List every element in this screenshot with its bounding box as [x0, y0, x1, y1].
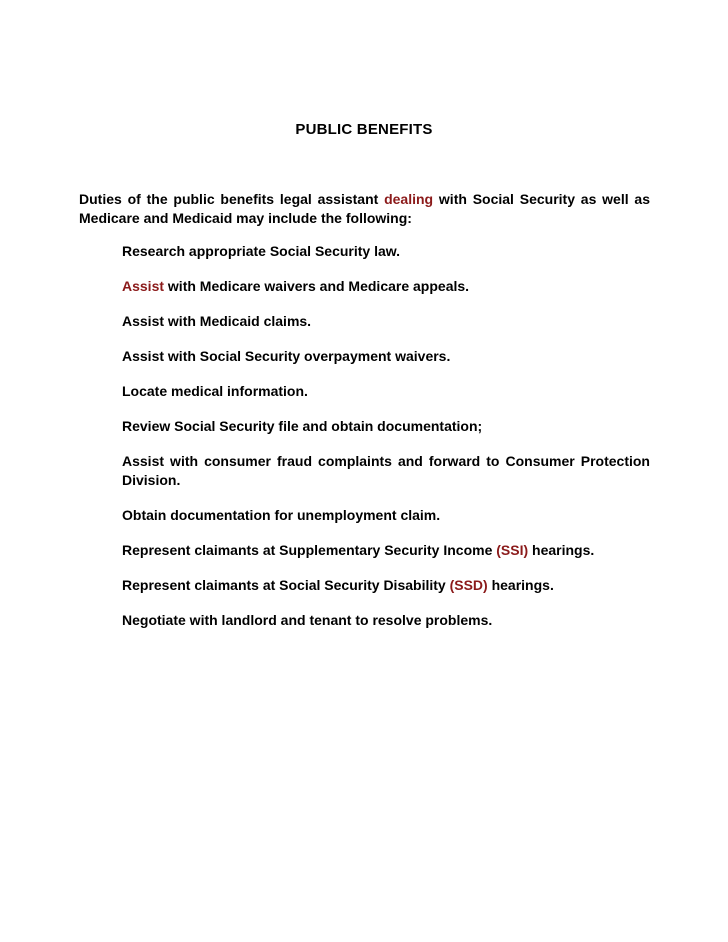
intro-line-2: Medicare and Medicaid may include the following: [79, 210, 412, 226]
intro-text-start: Duties of the public benefits legal assistant [79, 191, 385, 207]
duty-text: Represent claimants at Supplementary Security Income [122, 542, 497, 558]
duty-text: with Medicare waivers and Medicare appeals. [164, 278, 470, 294]
duty-item-ssd-hearings [122, 576, 650, 595]
duty-item-review-file: Review Social Security file and obtain documentation; [122, 418, 483, 434]
duty-item-medical-information: Locate medical information. [122, 383, 308, 399]
intro-highlight-dealing: dealing [384, 191, 434, 207]
duty-text: Represent claimants at Social Security Disability [122, 577, 450, 593]
duty-highlight-assist: Assist [122, 278, 165, 294]
duty-item-ssi-hearings [122, 541, 650, 560]
duties-list [122, 242, 650, 646]
duty-text-line-1: Assist with consumer fraud complaints and forward to Consumer Protection [122, 453, 650, 469]
duty-item-research: Research appropriate Social Security law. [122, 243, 401, 259]
duty-text: hearings. [528, 542, 595, 558]
duty-highlight-ssd: (SSD) [449, 577, 488, 593]
duty-item-medicaid-claims: Assist with Medicaid claims. [122, 313, 312, 329]
duty-item-consumer-fraud [122, 452, 650, 490]
duty-text-line-2: Division. [122, 472, 181, 488]
intro-text-end: with Social Security as well as [433, 191, 650, 207]
intro-paragraph [79, 190, 650, 228]
duty-item-landlord-tenant: Negotiate with landlord and tenant to resolve problems. [122, 612, 493, 628]
duty-item-unemployment-claim: Obtain documentation for unemployment claim. [122, 507, 441, 523]
duty-item-overpayment-waivers: Assist with Social Security overpayment waivers. [122, 348, 451, 364]
duty-text: hearings. [487, 577, 554, 593]
intro-line-1 [79, 190, 650, 209]
duty-highlight-ssi: (SSI) [496, 542, 529, 558]
page-title: PUBLIC BENEFITS [295, 121, 433, 138]
duty-item-medicare-waivers [122, 277, 650, 296]
